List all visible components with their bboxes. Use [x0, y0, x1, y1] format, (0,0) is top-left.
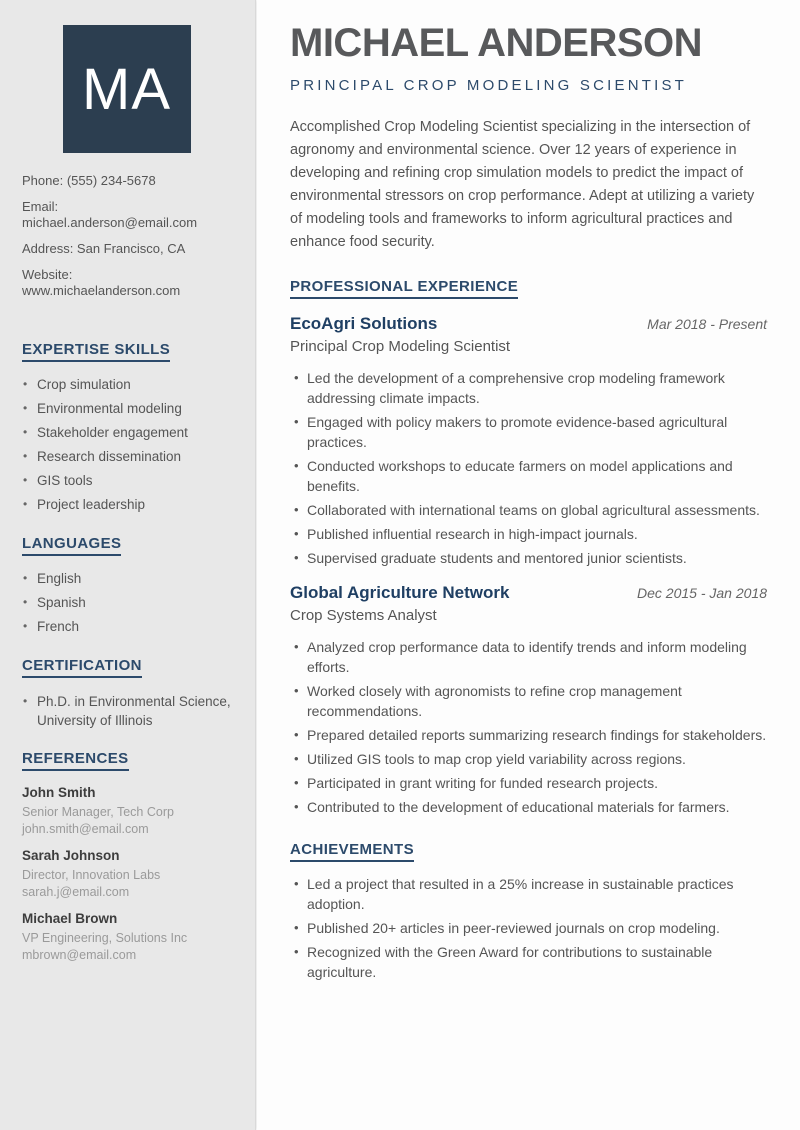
language-item: • Spanish: [22, 594, 231, 611]
language-item: • English: [22, 570, 231, 587]
achievements-section: [290, 841, 767, 862]
achievement-bullet: • Published 20+ articles in peer-reviewed journals on crop modeling.: [290, 918, 767, 938]
job-bullet: • Contributed to the development of educational materials for farmers.: [290, 797, 767, 817]
reference-entry: [22, 785, 231, 838]
contact-website: Website: www.michaelanderson.com: [22, 267, 181, 298]
contact-phone: Phone: (555) 234-5678: [22, 173, 156, 188]
job-bullet: • Analyzed crop performance data to identify trends and inform modeling efforts.: [290, 637, 767, 677]
experience-section: [290, 278, 767, 299]
job-header: [290, 313, 767, 334]
skill-item: • Crop simulation: [22, 376, 231, 393]
languages-list: [22, 570, 231, 635]
company-name: EcoAgri Solutions: [290, 314, 438, 333]
reference-entry: [22, 911, 231, 964]
job-bullet: • Participated in grant writing for funded research projects.: [290, 773, 767, 793]
reference-name: Michael Brown: [22, 911, 118, 926]
contact-info: [22, 173, 231, 299]
certification-list: [22, 692, 231, 730]
references-section: [22, 750, 231, 771]
references-heading: REFERENCES: [22, 750, 129, 771]
reference-role: Senior Manager, Tech Corp: [22, 805, 174, 819]
achievement-bullet: • Recognized with the Green Award for contributions to sustainable agriculture.: [290, 942, 767, 982]
experience-heading: PROFESSIONAL EXPERIENCE: [290, 278, 518, 299]
job-bullet-list: [290, 368, 767, 568]
languages-section: [22, 535, 231, 556]
job-bullet: • Conducted workshops to educate farmers on model applications and benefits.: [290, 456, 767, 496]
certification-heading: CERTIFICATION: [22, 657, 142, 678]
skills-heading: EXPERTISE SKILLS: [22, 341, 170, 362]
job-bullet: • Worked closely with agronomists to refine crop management recommendations.: [290, 681, 767, 721]
job-bullet: • Utilized GIS tools to map crop yield variability across regions.: [290, 749, 767, 769]
reference-name: Sarah Johnson: [22, 848, 120, 863]
contact-address: Address: San Francisco, CA: [22, 241, 186, 256]
job-bullet: • Led the development of a comprehensive crop modeling framework addressing climate impacts.: [290, 368, 767, 408]
reference-entry: [22, 848, 231, 901]
reference-email: john.smith@email.com: [22, 822, 149, 836]
skill-item: • Environmental modeling: [22, 400, 231, 417]
job-bullet: • Prepared detailed reports summarizing research findings for stakeholders.: [290, 725, 767, 745]
job-bullet-list: [290, 637, 767, 817]
job-bullet: • Supervised graduate students and mentored junior scientists.: [290, 548, 767, 568]
reference-email: sarah.j@email.com: [22, 885, 130, 899]
job-bullet: • Collaborated with international teams on global agricultural assessments.: [290, 500, 767, 520]
reference-role: Director, Innovation Labs: [22, 868, 161, 882]
skills-section: [22, 341, 231, 362]
contact-email: Email: michael.anderson@email.com: [22, 199, 198, 230]
achievement-bullet: • Led a project that resulted in a 25% increase in sustainable practices adoption.: [290, 874, 767, 914]
reference-email: mbrown@email.com: [22, 948, 137, 962]
achievements-list: [290, 874, 767, 982]
skill-item: • GIS tools: [22, 472, 231, 489]
job-dates: Mar 2018 - Present: [647, 316, 767, 332]
skill-item: • Research dissemination: [22, 448, 231, 465]
job-bullet: • Published influential research in high-impact journals.: [290, 524, 767, 544]
reference-role: VP Engineering, Solutions Inc: [22, 931, 188, 945]
company-name: Global Agriculture Network: [290, 583, 510, 602]
person-name: MICHAEL ANDERSON: [290, 21, 703, 65]
job-role: Crop Systems Analyst: [290, 607, 437, 624]
job-dates: Dec 2015 - Jan 2018: [637, 585, 767, 601]
summary-paragraph: Accomplished Crop Modeling Scientist specializing in the intersection of agronomy and environmental science. Over 12 years of experience in developing and refining crop simulation models to predict the impact of environmental stressors on crop performance. Adept at utilizing a variety of modeling tools and frameworks to inform agricultural practices and enhance food security.: [290, 119, 755, 250]
avatar-initials: MA: [82, 56, 171, 122]
job-role: Principal Crop Modeling Scientist: [290, 338, 511, 355]
job-header: [290, 582, 767, 603]
job-bullet: • Engaged with policy makers to promote evidence-based agricultural practices.: [290, 412, 767, 452]
skill-item: • Stakeholder engagement: [22, 424, 231, 441]
language-item: • French: [22, 618, 231, 635]
references-list: [22, 785, 231, 964]
person-title: PRINCIPAL CROP MODELING SCIENTIST: [290, 77, 688, 94]
languages-heading: LANGUAGES: [22, 535, 121, 556]
certification-item: • Ph.D. in Environmental Science, University of Illinois: [22, 692, 231, 730]
certification-section: [22, 657, 231, 678]
reference-name: John Smith: [22, 785, 96, 800]
sidebar: [0, 0, 256, 1130]
avatar: [63, 25, 191, 153]
skill-item: • Project leadership: [22, 496, 231, 513]
skills-list: [22, 376, 231, 513]
achievements-heading: ACHIEVEMENTS: [290, 841, 414, 862]
resume-main: [257, 0, 800, 1130]
